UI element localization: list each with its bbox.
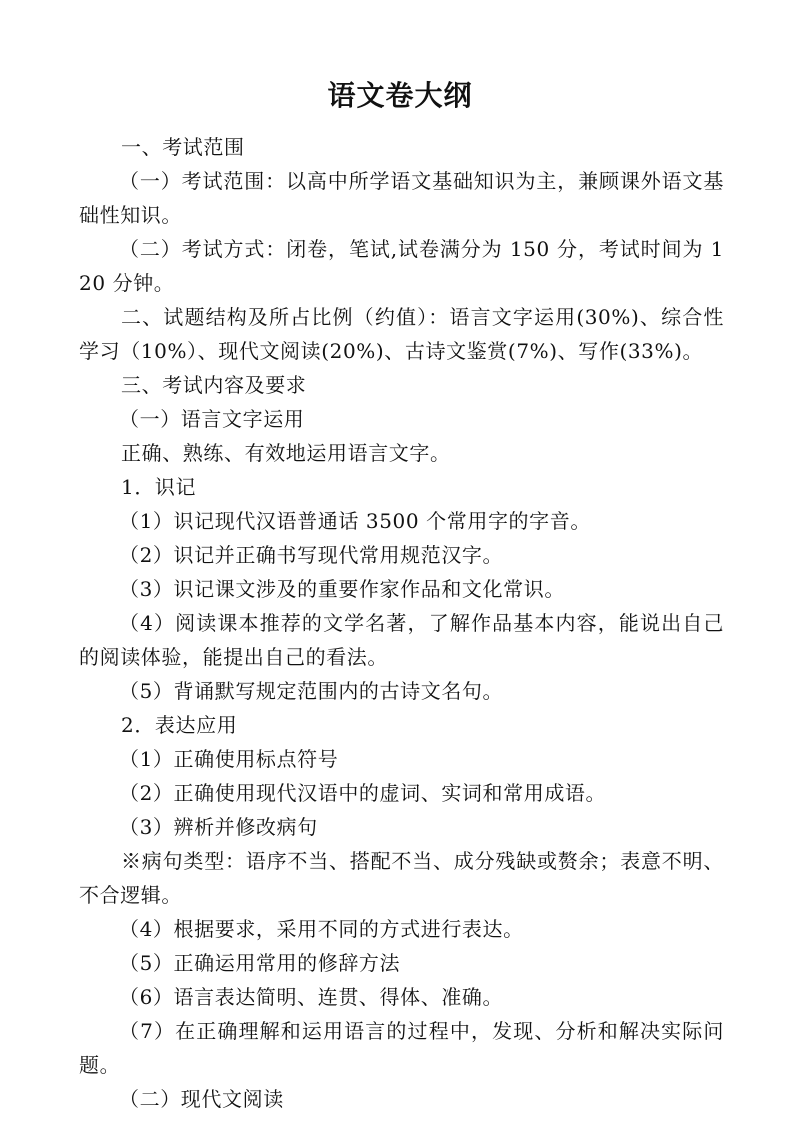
list-item: （7）在正确理解和运用语言的过程中，发现、分析和解决实际问题。 [79,1019,724,1077]
paragraph: （二）考试方式：闭卷，笔试,试卷满分为 150 分，考试时间为 120 分钟。 [79,237,724,295]
section-heading: 一、考试范围 [121,135,245,159]
list-item: （6）语言表达简明、连贯、得体、准确。 [119,985,504,1009]
note-paragraph: ※病句类型：语序不当、搭配不当、成分残缺或赘余；表意不明、不合逻辑。 [79,849,724,907]
document-body [79,130,724,1116]
list-item: （3）辨析并修改病句 [119,815,318,839]
list-item: （4）阅读课本推荐的文学名著，了解作品基本内容，能说出自己的阅读体验，能提出自己的看法。 [79,611,724,669]
list-item: （1）识记现代汉语普通话 3500 个常用字的字音。 [119,509,591,533]
list-item: （4）根据要求，采用不同的方式进行表达。 [119,917,524,941]
subsection-heading: （一）语言文字运用 [119,407,305,431]
list-item: （2）正确使用现代汉语中的虚词、实词和常用成语。 [119,781,607,805]
list-item: （1）正确使用标点符号 [119,747,339,771]
list-item: （2）识记并正确书写现代常用规范汉字。 [119,543,504,567]
list-heading: 1．识记 [121,475,197,499]
subsection-heading: （二）现代文阅读 [119,1087,284,1111]
list-item: （5）背诵默写规定范围内的古诗文名句。 [119,679,504,703]
list-heading: 2．表达应用 [121,713,238,737]
section-heading: 三、考试内容及要求 [121,373,307,397]
section-heading: 二、试题结构及所占比例（约值）：语言文字运用(30%)、综合性学习（10%）、现代文阅读(20%)、古诗文鉴赏(7%)、写作(33%)。 [79,305,724,363]
page-title: 语文卷大纲 [327,79,473,112]
paragraph: （一）考试范围：以高中所学语文基础知识为主，兼顾课外语文基础性知识。 [79,169,724,227]
list-item: （3）识记课文涉及的重要作家作品和文化常识。 [119,577,565,601]
paragraph: 正确、熟练、有效地运用语言文字。 [121,441,451,465]
list-item: （5）正确运用常用的修辞方法 [119,951,401,975]
